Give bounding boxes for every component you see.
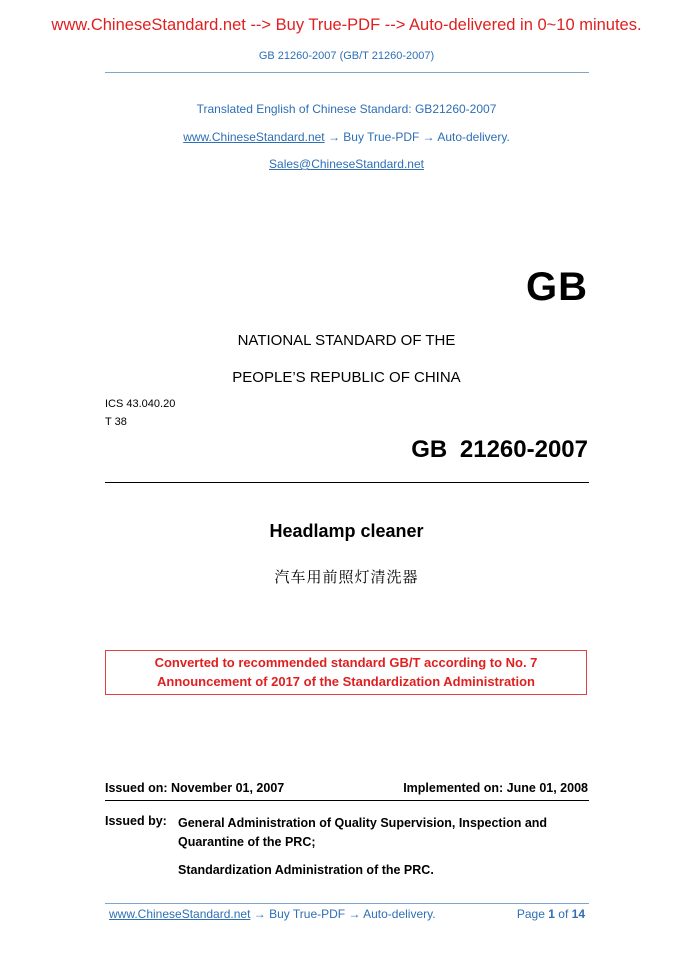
sales-email-line [0,157,693,171]
site-link[interactable]: www.ChineseStandard.net [183,130,325,144]
standard-number: GB 21260-2007 [411,436,588,463]
issued-on-date: Issued on: November 01, 2007 [105,781,285,795]
footer-purchase-text: → Buy True-PDF → Auto-delivery. [250,907,436,921]
implemented-on-date: Implemented on: June 01, 2008 [403,781,588,795]
page-label: Page [516,907,545,921]
translation-notice: Translated English of Chinese Standard: GB21260-2007 [196,102,497,116]
purchase-line [0,130,693,144]
ics-code: ICS 43.040.20 [105,398,176,410]
notice-line1: Converted to recommended standard GB/T according to No. 7 [154,655,538,670]
header-standard-code: GB 21260-2007 (GB/T 21260-2007) [258,50,435,62]
footer-divider [105,903,589,904]
page-current: 1 [548,907,555,921]
header-divider [105,72,589,73]
footer-site-link[interactable]: www.ChineseStandard.net [109,907,251,921]
conversion-notice-box [105,650,587,695]
issuing-org-2: Standardization Administration of the PRC. [178,863,434,877]
notice-line2: Announcement of 2017 of the Standardization Administration [157,674,535,689]
top-banner[interactable]: www.ChineseStandard.net --> Buy True-PDF --> Auto-delivered in 0~10 minutes. [51,16,642,34]
purchase-text: → Buy True-PDF → Auto-delivery. [324,130,510,144]
footer-purchase-line [109,907,436,921]
sales-email-link[interactable]: Sales@ChineseStandard.net [269,157,424,171]
document-title-english: Headlamp cleaner [269,521,424,541]
document-title-chinese: 汽车用前照灯清洗器 [274,568,419,586]
dates-divider [105,800,589,801]
classification-code: T 38 [105,416,127,428]
national-standard-line2: PEOPLE’S REPUBLIC OF CHINA [232,369,461,386]
issuing-org-1: General Administration of Quality Supervision, Inspection and Quarantine of the PRC; [178,816,548,849]
national-standard-line1: NATIONAL STANDARD OF THE [237,332,456,349]
page-total: 14 [571,907,585,921]
gb-mark: GB [526,265,588,309]
page-indicator [517,907,585,921]
page-of: of [558,907,569,921]
title-divider [105,482,589,483]
issued-by-label: Issued by: [105,814,167,828]
